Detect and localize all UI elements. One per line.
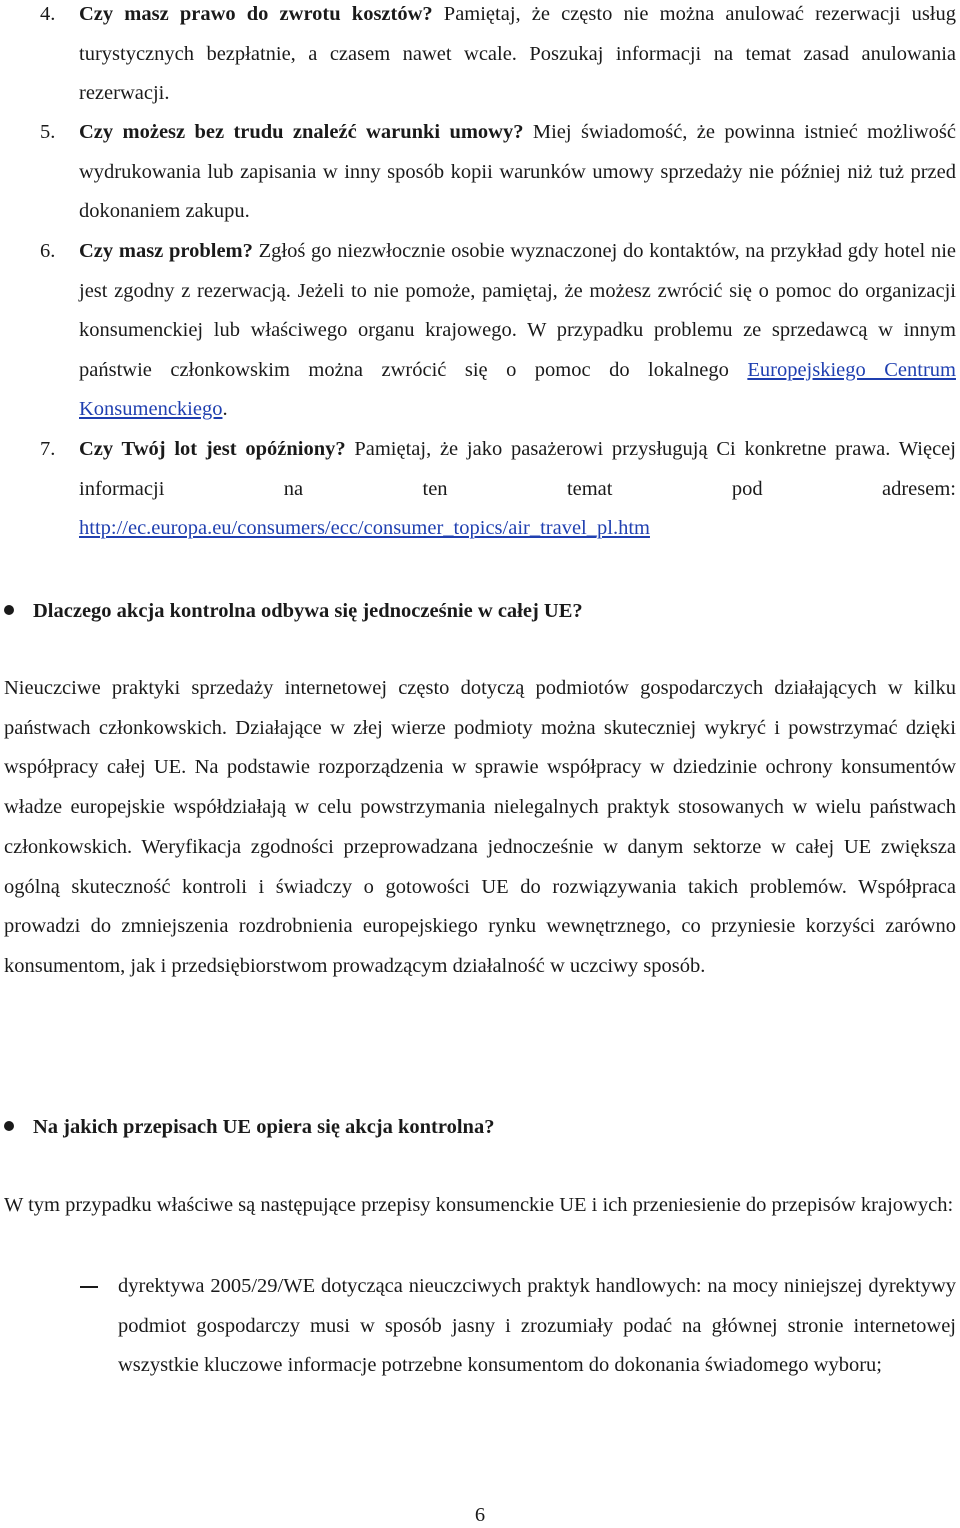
- section-heading: [0, 596, 956, 626]
- list-question: Czy Twój lot jest opóźniony?: [79, 438, 346, 460]
- list-question: Czy masz prawo do zwrotu kosztów?: [79, 3, 433, 25]
- list-text: Zgłoś go niezwłocznie osobie wyznaczonej do kontaktów, na przykład gdy hotel nie jest zgodny z rezerwacją. Jeżeli to nie pomoże, pamiętaj, że możesz zwrócić się o pomoc do organizacji konsumenckiej lub właściwego organu krajowego. W przypadku problemu ze sprzedawcą w innym państwie członkowskim można zwrócić się o pomoc do lokalnego: [79, 240, 956, 381]
- list-item-7: [40, 430, 956, 549]
- section-paragraph: Nieuczciwe praktyki sprzedaży internetowej często dotyczą podmiotów gospodarczych działających w kilku państwach członkowskich. Działające w złej wierze podmioty można skuteczniej wykryć i powstrzymać dzięki współpracy całej UE. Na podstawie rozporządzenia w sprawie współpracy w dziedzinie ochrony konsumentów władze europejskie współdziałają w celu powstrzymania nielegalnych praktyk stosowanych w wielu państwach członkowskich. Weryfikacja zgodności przeprowadzana jednocześnie w danym sektorze w całej UE zwiększa ogólną skuteczność kontroli i świadczy o gotowości UE do rozwiązywania takich problemów. Współpraca prowadzi do zmniejszenia rozdrobnienia europejskiego rynku wewnętrznego, co przyniesie korzyści zarówno konsumentom, jak i przedsiębiorstwom prowadzącym działalność w uczciwy sposób.: [4, 677, 956, 977]
- list-question: Czy możesz bez trudu znaleźć warunki umowy?: [79, 121, 524, 143]
- list-item-5: [40, 113, 956, 232]
- section-paragraph: W tym przypadku właściwe są następujące przepisy konsumenckie UE i ich przeniesienie do przepisów krajowych:: [4, 1194, 954, 1216]
- bullet-icon: [4, 605, 14, 615]
- list-number: 4.: [40, 3, 56, 25]
- list-question: Czy masz problem?: [79, 240, 253, 262]
- list-number: 5.: [40, 121, 56, 143]
- list-number: 7.: [40, 438, 56, 460]
- dash-icon: [80, 1286, 98, 1288]
- dash-list-item: [80, 1267, 956, 1386]
- list-text: Pamiętaj, że często nie można anulować rezerwacji usług turystycznych bezpłatnie, a czasem nawet wcale. Poszukaj informacji na temat zasad anulowania rezerwacji.: [79, 3, 956, 104]
- list-text: Pamiętaj, że jako pasażerowi przysługują Ci konkretne prawa. Więcej informacji na ten temat pod adresem:: [79, 438, 956, 500]
- bullet-icon: [4, 1121, 14, 1131]
- list-text: Miej świadomość, że powinna istnieć możliwość wydrukowania lub zapisania w inny sposób kopii warunków umowy sprzedaży nie później niż tuż przed dokonaniem zakupu.: [79, 121, 956, 222]
- section-heading-text: Na jakich przepisach UE opiera się akcja kontrolna?: [33, 1116, 495, 1138]
- dash-list-text: dyrektywa 2005/29/WE dotycząca nieuczciwych praktyk handlowych: na mocy niniejszej dyrektywy podmiot gospodarczy musi w sposób jasny i zrozumiały podać na głównej stronie internetowej wszystkie kluczowe informacje potrzebne konsumentom do dokonania świadomego wyboru;: [118, 1275, 956, 1376]
- list-number: 6.: [40, 240, 56, 262]
- page-number: 6: [474, 1504, 486, 1526]
- air-travel-link[interactable]: http://ec.europa.eu/consumers/ecc/consumer_topics/air_travel_pl.htm: [79, 517, 650, 539]
- list-item-6: [40, 232, 956, 430]
- ecc-link[interactable]: Europejskiego Centrum Konsumenckiego: [79, 358, 956, 420]
- list-item-4: [40, 0, 956, 114]
- section-heading: [0, 1112, 956, 1142]
- section-heading-text: Dlaczego akcja kontrolna odbywa się jednocześnie w całej UE?: [33, 600, 583, 622]
- list-text-end: .: [222, 398, 228, 420]
